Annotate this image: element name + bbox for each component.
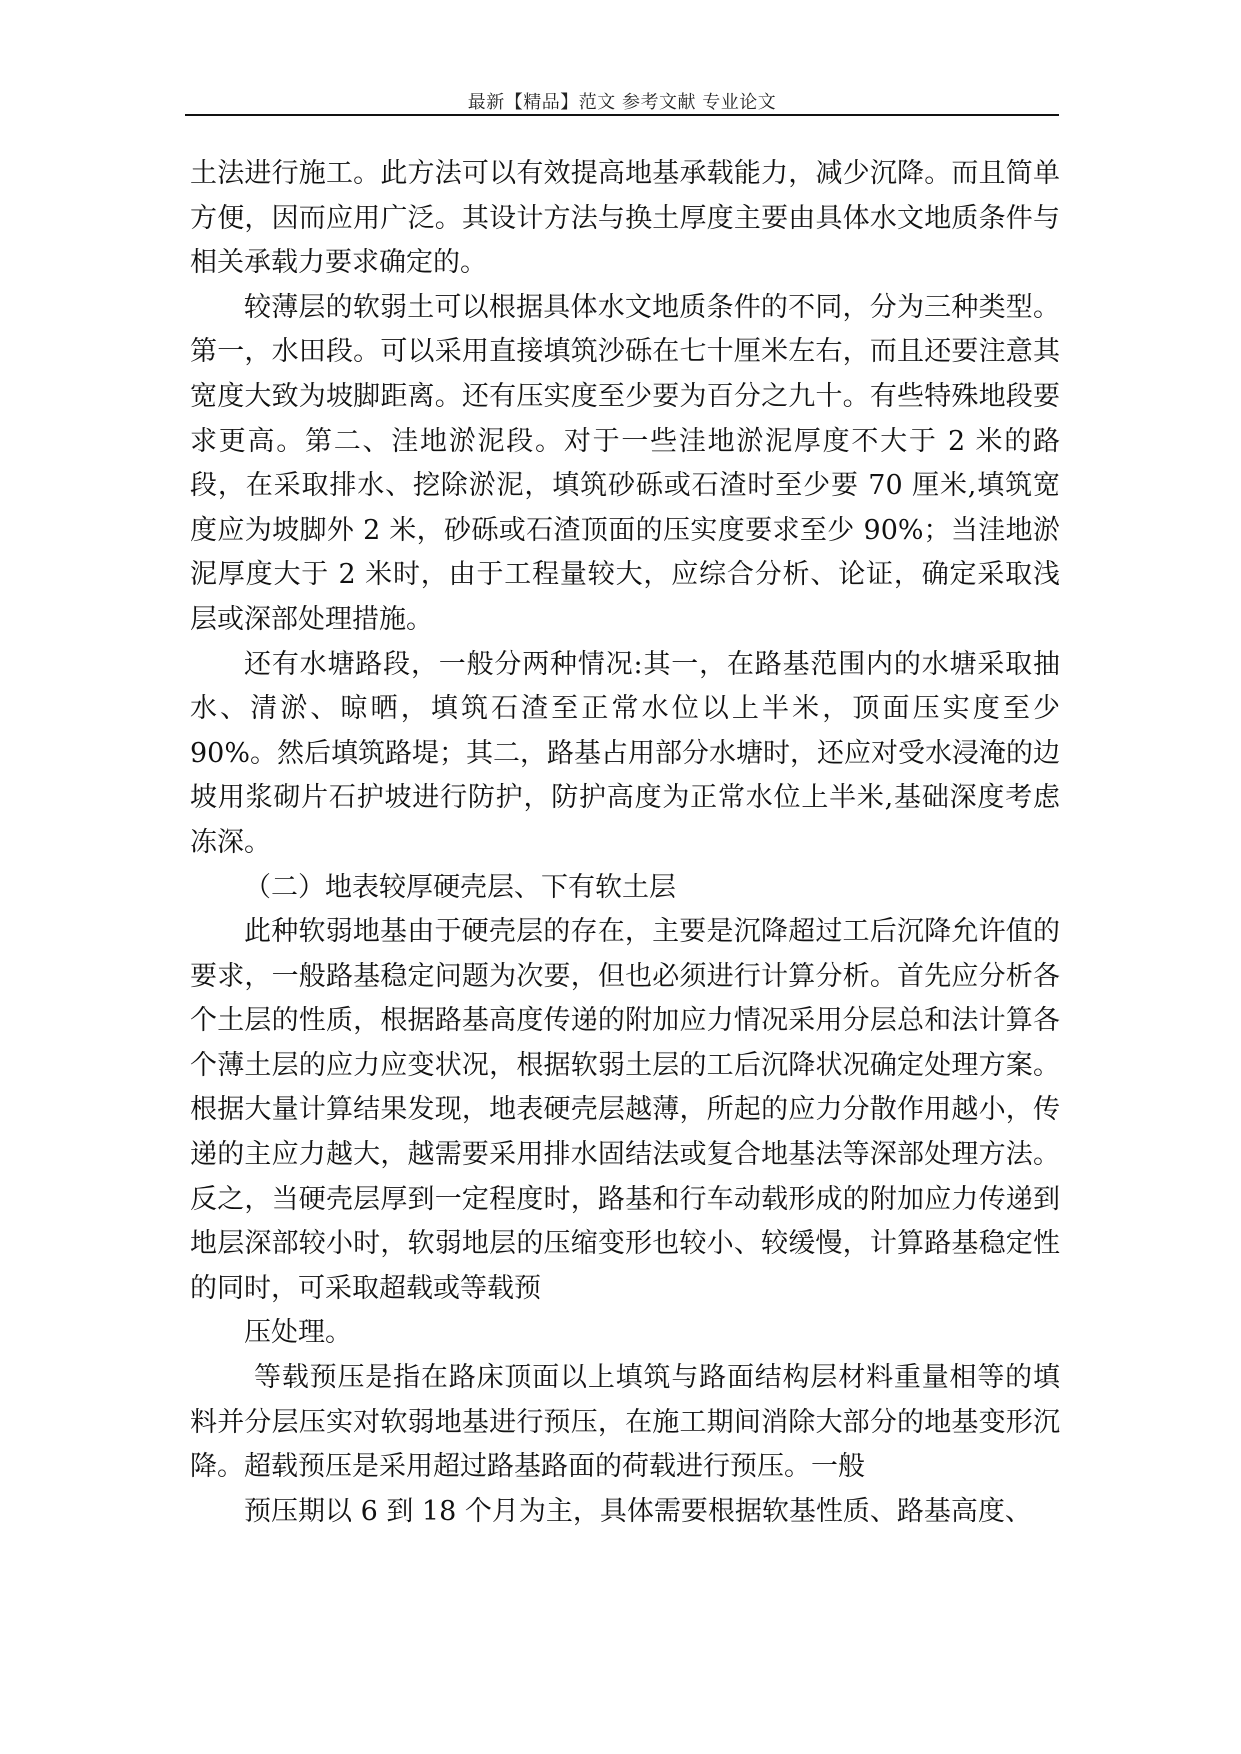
paragraph-1: 土法进行施工。此方法可以有效提高地基承载能力，减少沉降。而且简单方便，因而应用广泛。其设计方法与换土厚度主要由具体水文地质条件与相关承载力要求确定的。 xyxy=(190,158,1060,279)
paragraph-3: 还有水塘路段，一般分两种情况:其一，在路基范围内的水塘采取抽水、清淤、晾晒，填筑石渣至正常水位以上半米，顶面压实度至少 90%。然后填筑路堤；其二，路基占用部分水塘时，还应对受水浸淹的边坡用浆砌片石护坡进行防护，防护高度为正常水位上半米,基础深度考虑冻深。 xyxy=(190,648,1061,858)
paragraph-5: 压处理。 xyxy=(244,1317,352,1349)
section-heading: （二）地表较厚硬壳层、下有软土层 xyxy=(244,871,676,903)
paragraph-7: 预压期以 6 到 18 个月为主，具体需要根据软基性质、路基高度、 xyxy=(244,1495,1032,1527)
header-rule xyxy=(185,114,1059,116)
paragraph-2: 较薄层的软弱土可以根据具体水文地质条件的不同，分为三种类型。第一，水田段。可以采用直接填筑沙砾在七十厘米左右，而且还要注意其宽度大致为坡脚距离。还有压实度至少要为百分之九十。有些特殊地段要求更高。第二、洼地淤泥段。对于一些洼地淤泥厚度不大于 2 米的路段，在采取排水、挖除淤泥，填筑砂砾或石渣时至少要 70 厘米,填筑宽度应为坡脚外 2 米，砂砾或石渣顶面的压实度要求至少 90%；当洼地淤泥厚度大于 2 米时，由于工程量较大，应综合分析、论证，确定采取浅层或深部处理措施。 xyxy=(190,291,1060,635)
paragraph-6: 等载预压是指在路床顶面以上填筑与路面结构层材料重量相等的填料并分层压实对软弱地基进行预压，在施工期间消除大部分的地基变形沉降。超载预压是采用超过路基路面的荷载进行预压。一般 xyxy=(190,1362,1060,1483)
paragraph-4: 此种软弱地基由于硬壳层的存在，主要是沉降超过工后沉降允许值的要求，一般路基稳定问题为次要，但也必须进行计算分析。首先应分析各个土层的性质，根据路基高度传递的附加应力情况采用分层总和法计算各个薄土层的应力应变状况，根据软弱土层的工后沉降状况确定处理方案。根据大量计算结果发现，地表硬壳层越薄，所起的应力分散作用越小，传递的主应力越大，越需要采用排水固结法或复合地基法等深部处理方法。反之，当硬壳层厚到一定程度时，路基和行车动载形成的附加应力传递到地层深部较小时，软弱地层的压缩变形也较小、较缓慢，计算路基稳定性的同时，可采取超载或等载预 xyxy=(190,916,1060,1304)
header-title: 最新【精品】范文 参考文献 专业论文 xyxy=(467,92,777,113)
document-body xyxy=(190,152,1060,1534)
